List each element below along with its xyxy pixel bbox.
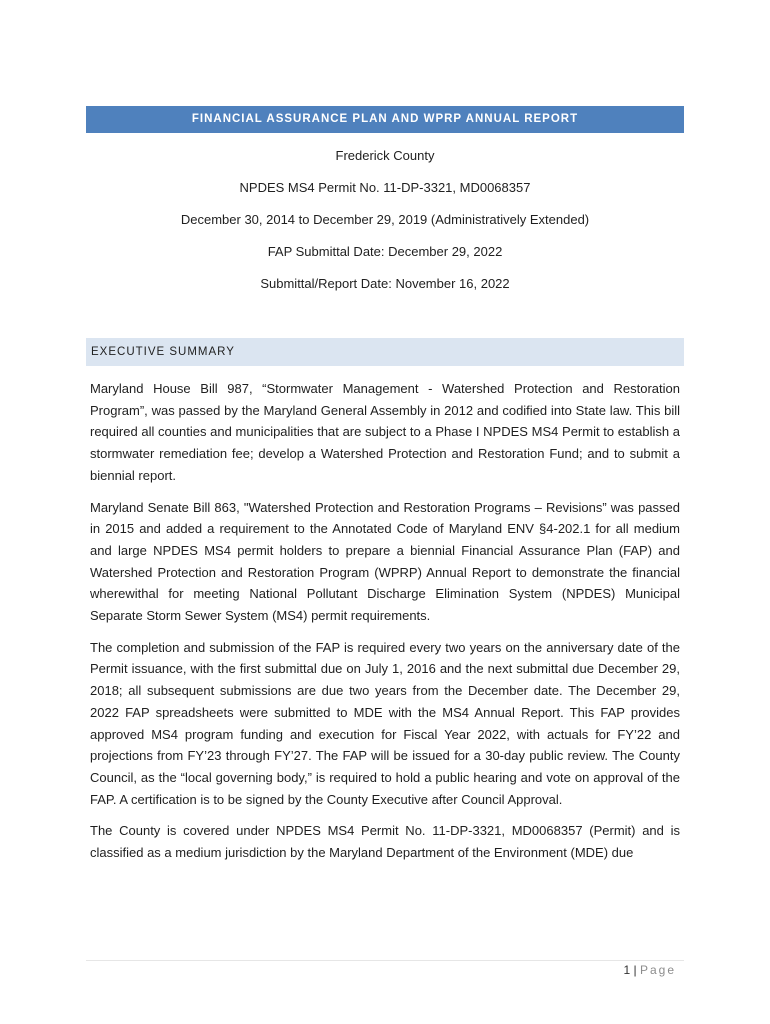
footer-separator: |: [633, 963, 637, 977]
paragraph: The completion and submission of the FAP is required every two years on the anniversary date of the Permit issuance, with the first submittal due on July 1, 2016 and the next submittal due December 29, 2018; all subsequent submissions are due two years from the December date. The December 29, 2022 FAP spreadsheets were submitted to MDE with the MS4 Annual Report. This FAP provides approved MS4 program funding and execution for Fiscal Year 2022, with actuals for FY’22 and projections from FY’23 through FY’27. The FAP will be issued for a 30-day public review. The County Council, as the “local governing body,” is required to hold a public hearing and vote on approval of the FAP. A certification is to be signed by the County Executive after Council Approval.: [90, 639, 680, 807]
report-title: FINANCIAL ASSURANCE PLAN AND WPRP ANNUAL REPORT: [86, 106, 684, 133]
page-label: Page: [639, 963, 676, 977]
page-footer: [623, 963, 676, 977]
permit-term: December 30, 2014 to December 29, 2019 (Administratively Extended): [180, 212, 590, 227]
footer-divider: [86, 960, 684, 961]
report-header-block: [86, 146, 684, 306]
paragraph: The County is covered under NPDES MS4 Permit No. 11-DP-3321, MD0068357 (Permit) and is classified as a medium jurisdiction by the Maryland Department of the Environment (MDE) due: [90, 823, 680, 861]
paragraph: Maryland Senate Bill 863, "Watershed Protection and Restoration Programs – Revisions” was passed in 2015 and added a requirement to the Annotated Code of Maryland ENV §4-202.1 for all medium and large NPDES MS4 permit holders to prepare a biennial Financial Assurance Plan (FAP) and Watershed Protection and Restoration Program (WPRP) Annual Report to demonstrate the financial wherewithal for meeting National Pollutant Discharge Elimination System (NPDES) Municipal Separate Storm Sewer System (MS4) permit requirements.: [90, 499, 680, 624]
report-date: Submittal/Report Date: November 16, 2022: [260, 276, 510, 291]
county-name: Frederick County: [335, 148, 435, 163]
permit-number: NPDES MS4 Permit No. 11-DP-3321, MD0068357: [239, 180, 531, 195]
executive-summary-body: [90, 378, 680, 874]
page-number: 1: [623, 963, 631, 977]
fap-submittal-date: FAP Submittal Date: December 29, 2022: [267, 244, 503, 259]
section-heading-executive-summary: EXECUTIVE SUMMARY: [86, 338, 684, 366]
paragraph: Maryland House Bill 987, “Stormwater Management - Watershed Protection and Restoration Program”, was passed by the Maryland General Assembly in 2012 and codified into State law. This bill required all counties and municipalities that are subject to a Phase I NPDES MS4 Permit to establish a stormwater remediation fee; develop a Watershed Protection and Restoration Fund; and to submit a biennial report.: [90, 381, 680, 483]
